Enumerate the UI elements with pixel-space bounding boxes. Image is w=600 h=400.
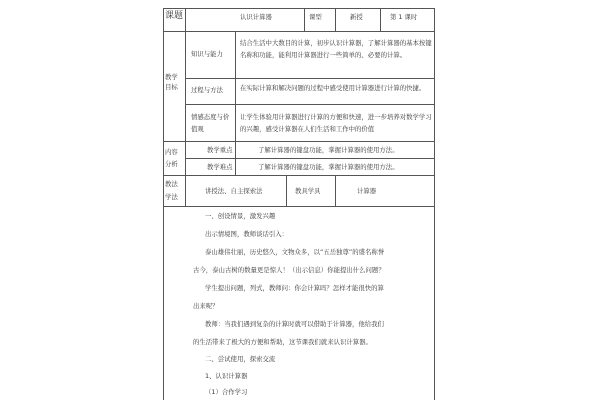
- table-border-top: [163, 8, 435, 9]
- process-line: 古今，泰山古树的数量更是惊人！（出示信息）你能提出什么问题？: [193, 266, 385, 274]
- period-value: 第 1 课时: [390, 13, 418, 21]
- process-line: 出示情境图，教师谈话引入：: [205, 230, 289, 238]
- difficulty-label: 教学难点: [207, 163, 233, 171]
- topic-value: 认识计算器: [240, 13, 272, 21]
- key-point-label: 教学重点: [207, 146, 233, 154]
- process-line: 一、创设情景，激发兴趣: [205, 212, 276, 220]
- row-divider: [163, 175, 435, 176]
- col-divider: [335, 175, 336, 206]
- row-divider: [185, 104, 435, 105]
- row-divider: [163, 206, 435, 207]
- objective-label-knowledge: 知识与能力: [191, 50, 223, 58]
- objectives-label: 教学目标: [165, 73, 178, 92]
- process-line: 出来呢？: [193, 302, 219, 310]
- process-line: （1）合作学习: [205, 388, 248, 396]
- objective-text-attitude: 让学生体验用计算器进行计算的方便和快速，进一步培养对数学学习的兴趣，感受计算器在人们生活和工作中的价值: [240, 113, 432, 134]
- lesson-type-value: 新授: [350, 13, 363, 21]
- process-line: 泰山雄伟壮丽，历史悠久，文物众多，以“五岳独尊”的盛名称誉: [205, 248, 385, 256]
- difficulty-text: 了解计算器的键盘功能，掌握计算器的使用方法。: [258, 163, 399, 171]
- table-border-left: [163, 8, 164, 400]
- lesson-type-label: 课型: [309, 13, 322, 21]
- key-point-text: 了解计算器的键盘功能，掌握计算器的使用方法。: [258, 146, 399, 154]
- objective-label-attitude: 情感态度与价值观: [191, 113, 230, 134]
- tools-label: 教具学具: [295, 187, 321, 195]
- row-divider: [185, 78, 435, 79]
- method-label: 教法学法: [165, 180, 178, 201]
- col-divider: [185, 8, 186, 206]
- objective-text-knowledge: 结合生活中大数目的计算，初步认识计算器，了解计算器的基本按键名称和功能，能利用计算器进行一些简单的、必要的计算。: [240, 39, 432, 60]
- analysis-label: 内容分析: [165, 148, 178, 169]
- objective-text-process: 在实际计算和解决问题的过程中感受使用计算器进行计算的快捷。: [240, 84, 426, 92]
- row-divider: [163, 31, 435, 32]
- tools-value: 计算器: [357, 187, 377, 195]
- process-line: 二、尝试使用，探索交流: [205, 355, 276, 363]
- title-cell: 课题: [165, 11, 184, 21]
- process-line: 教师：当我们遇到复杂的计算时就可以借助于计算器，他给我们: [205, 320, 384, 328]
- process-line: 的生活带来了极大的方便和帮助，这节课我们就来认识计算器。: [193, 338, 372, 346]
- table-border-right: [434, 8, 435, 400]
- objective-label-process: 过程与方法: [191, 86, 223, 94]
- process-line: 学生提出问题，列式，教师问：你会计算吗？怎样才能很快的算: [205, 284, 384, 292]
- col-divider: [286, 175, 287, 206]
- col-divider: [380, 8, 381, 31]
- col-divider: [335, 8, 336, 31]
- method-value: 讲授法、自主探索法: [205, 187, 263, 195]
- col-divider: [235, 31, 236, 175]
- process-line: 1、认识计算器: [205, 372, 248, 380]
- col-divider: [304, 8, 305, 31]
- row-divider: [185, 158, 435, 159]
- row-divider: [163, 141, 435, 142]
